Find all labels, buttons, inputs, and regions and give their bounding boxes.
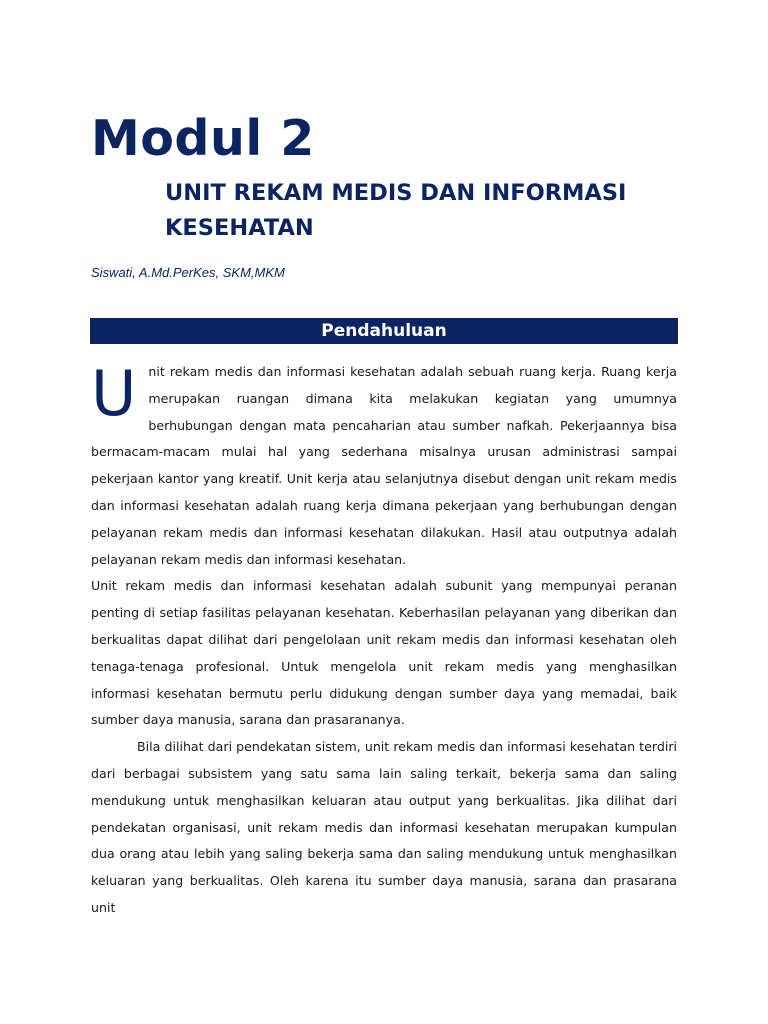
- paragraph-1-text: nit rekam medis dan informasi kesehatan adalah sebuah ruang kerja. Ruang kerja merupakan ruangan dimana kita melakukan kegiatan yang umumnya berhubungan dengan mata pencaharian atau sumber nafkah. Pekerjaannya bisa bermacam-macam mulai hal yang sederhana misalnya urusan administrasi sampai pekerjaan kantor yang kreatif. Unit kerja atau selanjutnya disebut dengan unit rekam medis dan informasi kesehatan adalah ruang kerja dimana pekerjaan yang berhubungan dengan pelayanan rekam medis dan informasi kesehatan dilakukan. Hasil atau outputnya adalah pelayanan rekam medis dan informasi kesehatan.: [91, 364, 677, 567]
- paragraph-3: Bila dilihat dari pendekatan sistem, unit rekam medis dan informasi kesehatan terdiri dari berbagai subsistem yang satu sama lain saling terkait, bekerja sama dan saling mendukung untuk menghasilkan keluaran atau output yang berkualitas. Jika dilihat dari pendekatan organisasi, unit rekam medis dan informasi kesehatan merupakan kumpulan dua orang atau lebih yang saling bekerja sama dan saling mendukung untuk menghasilkan keluaran yang berkualitas. Oleh karena itu sumber daya manusia, sarana dan prasarana unit: [91, 739, 677, 915]
- drop-cap: U: [91, 357, 137, 430]
- paragraph-2: Unit rekam medis dan informasi kesehatan adalah subunit yang mempunyai peranan penting di setiap fasilitas pelayanan kesehatan. Keberhasilan pelayanan yang diberikan dan berkualitas dapat dilihat dari pengelolaan unit rekam medis dan informasi kesehatan oleh tenaga-tenaga profesional. Untuk mengelola unit rekam medis yang menghasilkan informasi kesehatan bermutu perlu didukung dengan sumber daya yang memadai, baik sumber daya manusia, sarana dan prasarananya.: [91, 578, 677, 728]
- unit-title: UNIT REKAM MEDIS DAN INFORMASI KESEHATAN: [165, 180, 627, 241]
- module-title: Modul 2: [91, 110, 315, 167]
- section-heading-pendahuluan: Pendahuluan: [90, 318, 678, 344]
- body-text: [91, 359, 677, 922]
- author-line: Siswati, A.Md.PerKes, SKM,MKM: [91, 265, 285, 280]
- paragraph-1: [91, 359, 677, 573]
